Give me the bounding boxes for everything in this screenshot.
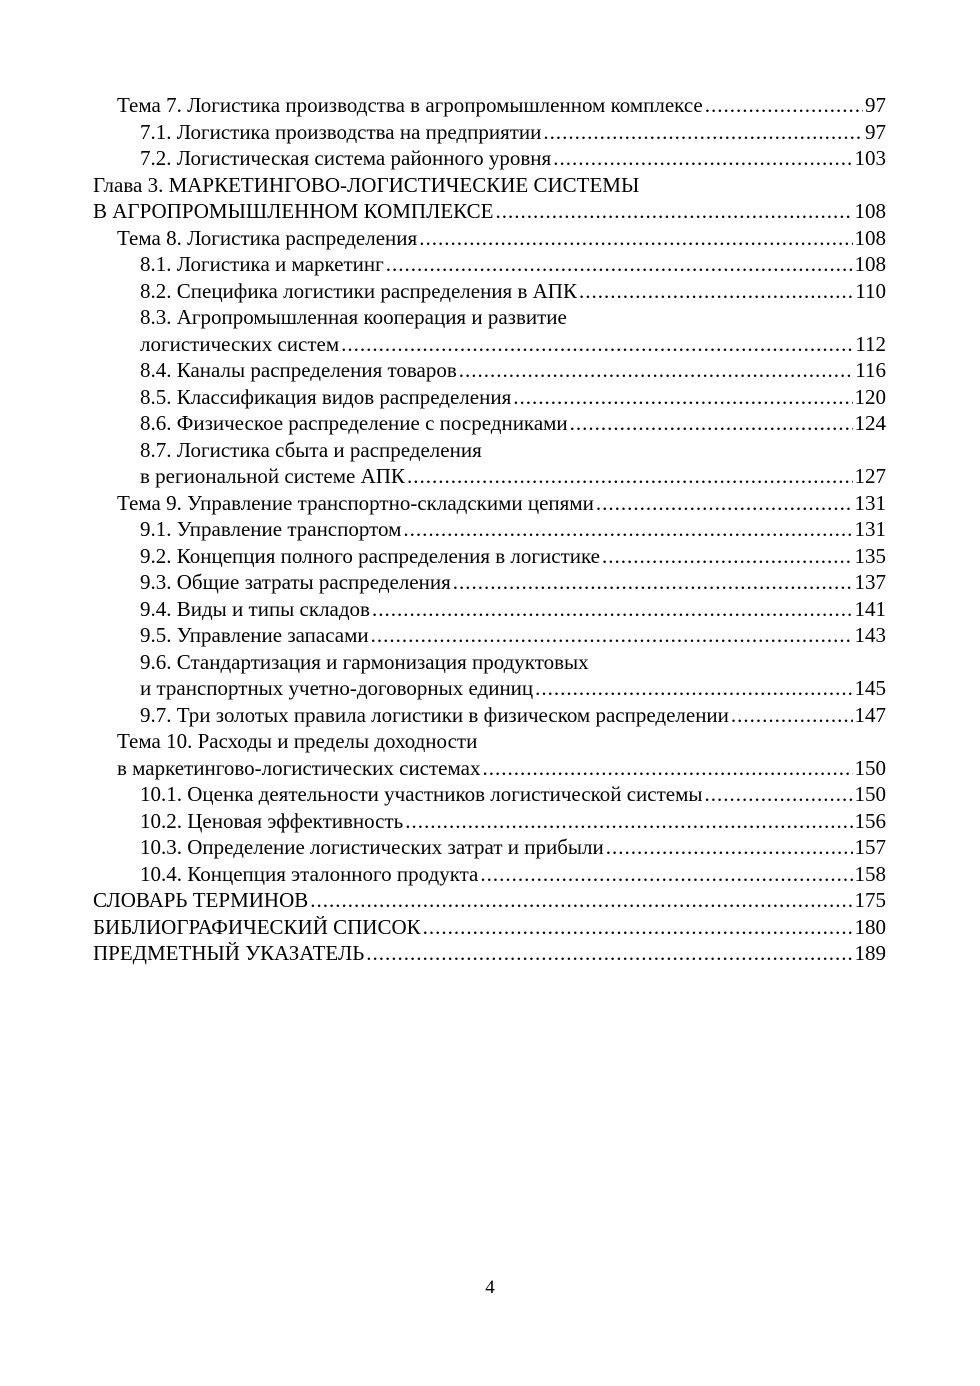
dot-leader xyxy=(459,357,853,384)
toc-entry[interactable] xyxy=(93,781,886,808)
toc-page-number: 145 xyxy=(854,676,886,700)
toc-entry[interactable] xyxy=(93,304,886,357)
toc-entry-title: Тема 9. Управление транспортно-складскими цепями xyxy=(117,490,594,515)
toc-entry-title: 7.2. Логистическая система районного уровня xyxy=(140,146,552,170)
toc-entry-title: БИБЛИОГРАФИЧЕСКИЙ СПИСОК xyxy=(93,914,421,939)
toc-entry-title: 9.3. Общие затраты распределения xyxy=(140,570,451,594)
dot-leader xyxy=(570,410,853,437)
toc-page-number: 175 xyxy=(854,888,886,912)
toc-page-number: 110 xyxy=(855,278,886,303)
toc-entry-title: 8.2. Специфика логистики распределения в АПК xyxy=(140,278,577,303)
dot-leader xyxy=(419,225,852,252)
toc-entry[interactable] xyxy=(93,808,886,835)
toc-entry[interactable] xyxy=(93,834,886,861)
dot-leader xyxy=(386,251,853,278)
toc-entry-title: 9.5. Управление запасами xyxy=(140,623,369,647)
toc-page-number: 97 xyxy=(865,119,886,144)
toc-page-number: 131 xyxy=(854,490,886,515)
dot-leader xyxy=(407,463,853,490)
toc-entry-title: В АГРОПРОМЫШЛЕННОМ КОМПЛЕКСЕ xyxy=(93,199,494,223)
toc-entry[interactable] xyxy=(93,490,886,517)
dot-leader xyxy=(513,384,852,411)
toc-entry-title: Тема 8. Логистика распределения xyxy=(117,225,418,250)
toc-page-number: 150 xyxy=(854,755,886,780)
toc-entry-title: 9.7. Три золотых правила логистики в физическом распределении xyxy=(140,702,729,727)
dot-leader xyxy=(310,887,852,914)
table-of-contents xyxy=(93,92,886,967)
toc-page-number: 103 xyxy=(854,146,886,170)
toc-page-number: 124 xyxy=(854,411,886,435)
toc-entry-title: логистических систем xyxy=(140,331,340,356)
toc-page-number: 116 xyxy=(855,358,886,382)
toc-entry-title: 10.1. Оценка деятельности участников логистической системы xyxy=(140,782,703,806)
toc-page-number: 135 xyxy=(854,543,886,568)
toc-entry-title-line: 8.3. Агропромышленная кооперация и развитие xyxy=(140,305,567,329)
toc-entry-title: ПРЕДМЕТНЫЙ УКАЗАТЕЛЬ xyxy=(93,941,365,965)
dot-leader xyxy=(606,834,853,861)
toc-entry-title-line: 8.7. Логистика сбыта и распределения xyxy=(140,437,482,462)
toc-entry[interactable] xyxy=(93,172,886,225)
toc-entry[interactable] xyxy=(93,437,886,490)
toc-entry-title-line: 9.6. Стандартизация и гармонизация продуктовых xyxy=(140,649,589,674)
dot-leader xyxy=(453,569,853,596)
dot-leader xyxy=(372,596,853,623)
toc-page-number: 141 xyxy=(854,596,886,621)
toc-page-number: 137 xyxy=(854,570,886,594)
toc-entry[interactable] xyxy=(93,569,886,596)
dot-leader xyxy=(480,861,852,888)
dot-leader xyxy=(423,914,853,941)
toc-entry-title: 9.2. Концепция полного распределения в логистике xyxy=(140,543,601,568)
dot-leader xyxy=(403,516,852,543)
toc-entry-title: в региональной системе АПК xyxy=(140,464,405,488)
toc-page-number: 131 xyxy=(854,517,886,541)
toc-entry-title: и транспортных учетно-договорных единиц xyxy=(140,676,534,700)
toc-entry[interactable] xyxy=(93,410,886,437)
toc-entry[interactable] xyxy=(93,887,886,914)
toc-entry-title: 9.1. Управление транспортом xyxy=(140,517,402,541)
dot-leader xyxy=(705,92,863,119)
toc-entry-title: 7.1. Логистика производства на предприятии xyxy=(140,119,542,144)
toc-entry[interactable] xyxy=(93,225,886,252)
toc-page-number: 158 xyxy=(854,861,886,886)
toc-page-number: 157 xyxy=(854,835,886,859)
toc-page-number: 147 xyxy=(854,702,886,727)
toc-entry[interactable] xyxy=(93,596,886,623)
dot-leader xyxy=(731,702,853,729)
toc-page-number: 150 xyxy=(854,782,886,806)
dot-leader xyxy=(405,808,852,835)
dot-leader xyxy=(596,490,853,517)
toc-page-number: 120 xyxy=(854,384,886,409)
toc-entry[interactable] xyxy=(93,384,886,411)
page-number: 4 xyxy=(485,1277,495,1298)
toc-entry[interactable] xyxy=(93,861,886,888)
toc-entry-title: 8.1. Логистика и маркетинг xyxy=(140,252,384,276)
toc-page-number: 143 xyxy=(854,623,886,647)
toc-entry[interactable] xyxy=(93,357,886,384)
toc-entry-title: 8.4. Каналы распределения товаров xyxy=(140,358,457,382)
dot-leader xyxy=(602,543,852,570)
toc-page-number: 108 xyxy=(854,199,886,223)
toc-entry[interactable] xyxy=(93,728,886,781)
dot-leader xyxy=(371,622,853,649)
toc-page-number: 189 xyxy=(854,941,886,965)
dot-leader xyxy=(482,755,852,782)
toc-entry-title: в маркетингово-логистических системах xyxy=(117,755,481,780)
toc-entry-title-line: Глава 3. МАРКЕТИНГОВО-ЛОГИСТИЧЕСКИЕ СИСТЕМЫ xyxy=(93,172,640,197)
toc-page-number: 156 xyxy=(854,808,886,833)
toc-entry-title: 8.6. Физическое распределение с посредниками xyxy=(140,411,568,435)
toc-page-number: 127 xyxy=(854,464,886,488)
toc-entry-title: 10.3. Определение логистических затрат и прибыли xyxy=(140,835,604,859)
dot-leader xyxy=(543,119,863,146)
dot-leader xyxy=(341,331,853,358)
toc-entry[interactable] xyxy=(93,119,886,146)
toc-page-number: 108 xyxy=(854,225,886,250)
toc-entry[interactable] xyxy=(93,940,886,967)
toc-entry[interactable] xyxy=(93,92,886,119)
dot-leader xyxy=(553,145,852,172)
toc-entry[interactable] xyxy=(93,914,886,941)
toc-entry-title: 10.2. Ценовая эффективность xyxy=(140,808,404,833)
toc-entry[interactable] xyxy=(93,622,886,649)
toc-entry-title: 9.4. Виды и типы складов xyxy=(140,596,370,621)
toc-entry-title: 8.5. Классификация видов распределения xyxy=(140,384,512,409)
toc-entry[interactable] xyxy=(93,251,886,278)
toc-entry[interactable] xyxy=(93,145,886,172)
toc-page-number: 180 xyxy=(854,914,886,939)
toc-entry[interactable] xyxy=(93,649,886,702)
toc-entry[interactable] xyxy=(93,516,886,543)
dot-leader xyxy=(579,278,853,305)
toc-page-number: 112 xyxy=(855,331,886,356)
dot-leader xyxy=(366,940,852,967)
toc-entry-title: 10.4. Концепция эталонного продукта xyxy=(140,861,479,886)
dot-leader xyxy=(705,781,853,808)
toc-entry[interactable] xyxy=(93,543,886,570)
toc-page-number: 97 xyxy=(865,93,886,117)
toc-entry-title: СЛОВАРЬ ТЕРМИНОВ xyxy=(93,888,309,912)
toc-entry-title-line: Тема 10. Расходы и пределы доходности xyxy=(117,729,478,753)
toc-page-number: 108 xyxy=(854,252,886,276)
dot-leader xyxy=(495,198,852,225)
toc-entry[interactable] xyxy=(93,278,886,305)
toc-entry[interactable] xyxy=(93,702,886,729)
dot-leader xyxy=(535,675,852,702)
toc-entry-title: Тема 7. Логистика производства в агропромышленном комплексе xyxy=(117,93,703,117)
